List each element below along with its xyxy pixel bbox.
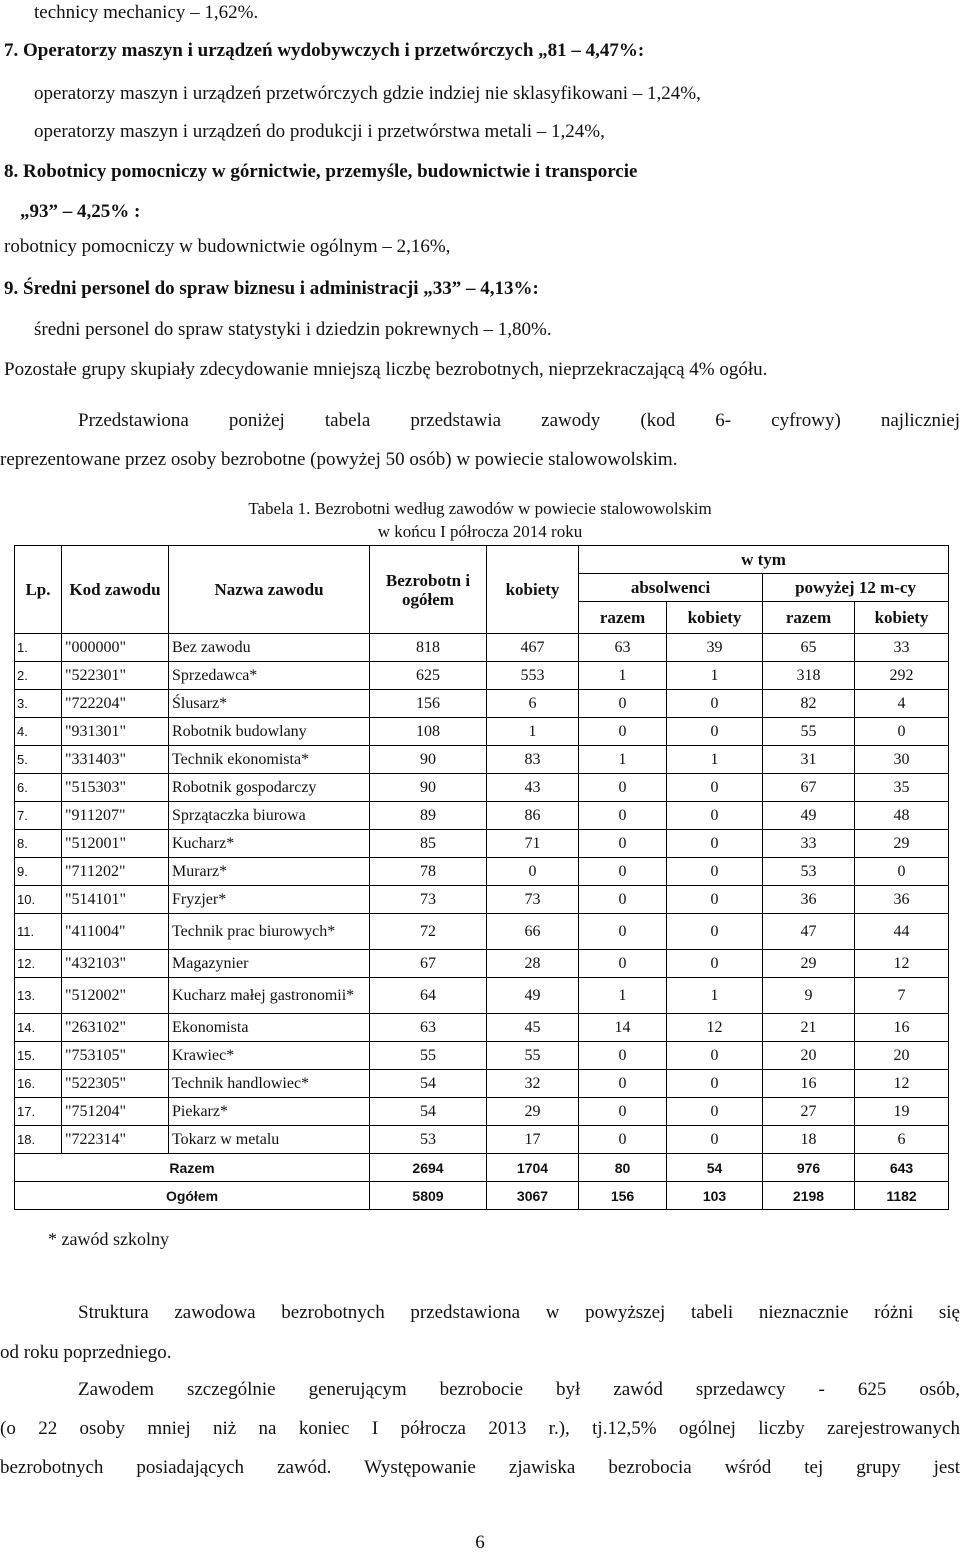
row-pow-kobiety: 12 <box>855 1070 949 1098</box>
row-pow-razem: 47 <box>763 914 855 950</box>
remaining-groups-note: Pozostałe grupy skupiały zdecydowanie mniejszą liczbę bezrobotnych, nieprzekraczającą 4% ogółu. <box>4 359 768 380</box>
table-row <box>15 1042 949 1070</box>
table-row <box>15 1014 949 1042</box>
row-ogolem: 73 <box>370 886 487 914</box>
row-pow-razem: 16 <box>763 1070 855 1098</box>
table-row <box>15 886 949 914</box>
row-pow-kobiety: 4 <box>855 690 949 718</box>
table-row <box>15 718 949 746</box>
row-kobiety: 49 <box>487 978 579 1014</box>
header-w-tym: w tym <box>579 546 949 574</box>
row-pow-kobiety: 0 <box>855 718 949 746</box>
row-pow-razem: 318 <box>763 662 855 690</box>
row-kod: "722204" <box>62 690 169 718</box>
row-nazwa: Fryzjer* <box>169 886 370 914</box>
row-kod: "000000" <box>62 634 169 662</box>
row-lp: 6. <box>15 774 62 802</box>
row-abs-razem: 0 <box>579 1070 667 1098</box>
row-nazwa: Sprzedawca* <box>169 662 370 690</box>
row-kobiety: 71 <box>487 830 579 858</box>
row-abs-kobiety: 0 <box>667 1098 763 1126</box>
row-nazwa: Robotnik gospodarczy <box>169 774 370 802</box>
row-pow-kobiety: 33 <box>855 634 949 662</box>
table-row <box>15 1098 949 1126</box>
row-kod: "522305" <box>62 1070 169 1098</box>
row-abs-razem: 0 <box>579 802 667 830</box>
total-ogolem: 2694 <box>370 1154 487 1182</box>
row-pow-kobiety: 12 <box>855 950 949 978</box>
row-lp: 15. <box>15 1042 62 1070</box>
row-kobiety: 45 <box>487 1014 579 1042</box>
row-nazwa: Bez zawodu <box>169 634 370 662</box>
row-kobiety: 29 <box>487 1098 579 1126</box>
intro-paragraph-line-2: reprezentowane przez osoby bezrobotne (powyżej 50 osób) w powiecie stalowowolskim. <box>0 449 678 470</box>
row-pow-kobiety: 35 <box>855 774 949 802</box>
row-abs-razem: 63 <box>579 634 667 662</box>
row-nazwa: Technik prac biurowych* <box>169 914 370 950</box>
table-row <box>15 662 949 690</box>
row-abs-kobiety: 0 <box>667 1126 763 1154</box>
row-lp: 3. <box>15 690 62 718</box>
header-absolwenci: absolwenci <box>579 574 763 602</box>
table-row <box>15 634 949 662</box>
row-ogolem: 55 <box>370 1042 487 1070</box>
row-ogolem: 72 <box>370 914 487 950</box>
sales-paragraph-line-3: bezrobotnych posiadających zawód. Występowanie zjawiska bezrobocia wśród tej grupy jest <box>0 1457 960 1478</box>
row-abs-razem: 0 <box>579 914 667 950</box>
list-line-7a: operatorzy maszyn i urządzeń przetwórczych gdzie indziej nie sklasyfikowani – 1,24%, <box>34 83 701 104</box>
row-pow-razem: 67 <box>763 774 855 802</box>
table-row <box>15 950 949 978</box>
row-nazwa: Krawiec* <box>169 1042 370 1070</box>
structure-paragraph-line-1: Struktura zawodowa bezrobotnych przedstawiona w powyższej tabeli nieznacznie różni się <box>78 1302 960 1323</box>
row-kod: "411004" <box>62 914 169 950</box>
row-pow-kobiety: 16 <box>855 1014 949 1042</box>
row-nazwa: Piekarz* <box>169 1098 370 1126</box>
row-pow-razem: 49 <box>763 802 855 830</box>
row-ogolem: 78 <box>370 858 487 886</box>
row-ogolem: 54 <box>370 1070 487 1098</box>
row-abs-kobiety: 1 <box>667 662 763 690</box>
row-ogolem: 818 <box>370 634 487 662</box>
row-pow-razem: 33 <box>763 830 855 858</box>
row-abs-kobiety: 0 <box>667 858 763 886</box>
row-pow-razem: 36 <box>763 886 855 914</box>
row-kod: "522301" <box>62 662 169 690</box>
row-kobiety: 43 <box>487 774 579 802</box>
row-abs-razem: 0 <box>579 718 667 746</box>
row-kod: "331403" <box>62 746 169 774</box>
row-pow-razem: 20 <box>763 1042 855 1070</box>
header-abs-kobiety: kobiety <box>667 602 763 634</box>
table-row <box>15 978 949 1014</box>
row-pow-kobiety: 20 <box>855 1042 949 1070</box>
row-kobiety: 83 <box>487 746 579 774</box>
row-nazwa: Robotnik budowlany <box>169 718 370 746</box>
table-row <box>15 914 949 950</box>
total-kobiety: 3067 <box>487 1182 579 1210</box>
row-kod: "722314" <box>62 1126 169 1154</box>
row-ogolem: 89 <box>370 802 487 830</box>
row-kobiety: 55 <box>487 1042 579 1070</box>
row-abs-razem: 0 <box>579 886 667 914</box>
row-ogolem: 54 <box>370 1098 487 1126</box>
row-pow-razem: 82 <box>763 690 855 718</box>
row-lp: 16. <box>15 1070 62 1098</box>
row-abs-kobiety: 0 <box>667 802 763 830</box>
row-kod: "753105" <box>62 1042 169 1070</box>
row-abs-kobiety: 0 <box>667 718 763 746</box>
table-total-row <box>15 1182 949 1210</box>
row-lp: 5. <box>15 746 62 774</box>
row-lp: 18. <box>15 1126 62 1154</box>
unemployment-by-occupation-table <box>14 545 949 1210</box>
row-kobiety: 0 <box>487 858 579 886</box>
row-abs-kobiety: 1 <box>667 746 763 774</box>
row-pow-razem: 21 <box>763 1014 855 1042</box>
row-pow-razem: 55 <box>763 718 855 746</box>
row-pow-razem: 31 <box>763 746 855 774</box>
row-abs-razem: 0 <box>579 690 667 718</box>
row-kod: "931301" <box>62 718 169 746</box>
row-lp: 10. <box>15 886 62 914</box>
row-ogolem: 53 <box>370 1126 487 1154</box>
total-pow-razem: 976 <box>763 1154 855 1182</box>
row-abs-razem: 0 <box>579 1126 667 1154</box>
list-line-technicy-mechanicy: technicy mechanicy – 1,62%. <box>34 2 259 23</box>
row-abs-razem: 0 <box>579 830 667 858</box>
row-pow-kobiety: 36 <box>855 886 949 914</box>
row-abs-kobiety: 0 <box>667 1042 763 1070</box>
row-pow-razem: 29 <box>763 950 855 978</box>
row-ogolem: 625 <box>370 662 487 690</box>
row-pow-kobiety: 6 <box>855 1126 949 1154</box>
row-abs-razem: 1 <box>579 662 667 690</box>
row-abs-razem: 1 <box>579 746 667 774</box>
total-abs-kobiety: 54 <box>667 1154 763 1182</box>
row-pow-razem: 27 <box>763 1098 855 1126</box>
row-abs-razem: 0 <box>579 1042 667 1070</box>
row-abs-kobiety: 0 <box>667 1070 763 1098</box>
row-kobiety: 467 <box>487 634 579 662</box>
row-pow-razem: 65 <box>763 634 855 662</box>
row-abs-kobiety: 0 <box>667 950 763 978</box>
table-row <box>15 1070 949 1098</box>
row-lp: 13. <box>15 978 62 1014</box>
sales-paragraph-line-2: (o 22 osoby mniej niż na koniec I półrocza 2013 r.), tj.12,5% ogólnej liczby zarejestrowanych <box>0 1418 960 1439</box>
row-pow-razem: 9 <box>763 978 855 1014</box>
row-pow-kobiety: 48 <box>855 802 949 830</box>
total-kobiety: 1704 <box>487 1154 579 1182</box>
row-nazwa: Kucharz* <box>169 830 370 858</box>
row-abs-kobiety: 0 <box>667 914 763 950</box>
header-abs-razem: razem <box>579 602 667 634</box>
list-heading-8-cont: „93” – 4,25% : <box>20 201 141 222</box>
total-pow-razem: 2198 <box>763 1182 855 1210</box>
row-lp: 4. <box>15 718 62 746</box>
row-nazwa: Kucharz małej gastronomii* <box>169 978 370 1014</box>
table-row <box>15 830 949 858</box>
row-lp: 7. <box>15 802 62 830</box>
row-lp: 11. <box>15 914 62 950</box>
row-nazwa: Technik ekonomista* <box>169 746 370 774</box>
row-kobiety: 17 <box>487 1126 579 1154</box>
row-ogolem: 156 <box>370 690 487 718</box>
list-heading-8: 8. Robotnicy pomocniczy w górnictwie, przemyśle, budownictwie i transporcie <box>4 161 638 182</box>
footnote: * zawód szkolny <box>48 1229 169 1249</box>
row-pow-kobiety: 29 <box>855 830 949 858</box>
header-lp: Lp. <box>15 546 62 634</box>
row-abs-kobiety: 0 <box>667 774 763 802</box>
row-abs-razem: 14 <box>579 1014 667 1042</box>
row-pow-razem: 18 <box>763 1126 855 1154</box>
list-line-7b: operatorzy maszyn i urządzeń do produkcji i przetwórstwa metali – 1,24%, <box>34 121 605 142</box>
table-row <box>15 1126 949 1154</box>
row-kobiety: 28 <box>487 950 579 978</box>
row-abs-kobiety: 0 <box>667 886 763 914</box>
row-abs-kobiety: 12 <box>667 1014 763 1042</box>
row-abs-razem: 1 <box>579 978 667 1014</box>
total-abs-razem: 156 <box>579 1182 667 1210</box>
table-caption-line-1: Tabela 1. Bezrobotni według zawodów w powiecie stalowowolskim <box>248 499 712 518</box>
row-ogolem: 64 <box>370 978 487 1014</box>
list-line-8a: robotnicy pomocniczy w budownictwie ogólnym – 2,16%, <box>4 236 451 257</box>
row-ogolem: 63 <box>370 1014 487 1042</box>
row-ogolem: 90 <box>370 746 487 774</box>
row-ogolem: 108 <box>370 718 487 746</box>
row-kod: "432103" <box>62 950 169 978</box>
row-kod: "514101" <box>62 886 169 914</box>
row-abs-razem: 0 <box>579 950 667 978</box>
total-label: Ogółem <box>15 1182 370 1210</box>
row-pow-kobiety: 292 <box>855 662 949 690</box>
row-kod: "512002" <box>62 978 169 1014</box>
row-kobiety: 73 <box>487 886 579 914</box>
row-nazwa: Technik handlowiec* <box>169 1070 370 1098</box>
row-kod: "911207" <box>62 802 169 830</box>
row-abs-kobiety: 1 <box>667 978 763 1014</box>
row-kobiety: 6 <box>487 690 579 718</box>
row-nazwa: Magazynier <box>169 950 370 978</box>
row-abs-razem: 0 <box>579 1098 667 1126</box>
header-nazwa-zawodu: Nazwa zawodu <box>169 546 370 634</box>
row-pow-kobiety: 44 <box>855 914 949 950</box>
row-nazwa: Ślusarz* <box>169 690 370 718</box>
row-lp: 12. <box>15 950 62 978</box>
row-kobiety: 66 <box>487 914 579 950</box>
total-abs-kobiety: 103 <box>667 1182 763 1210</box>
list-line-9a: średni personel do spraw statystyki i dziedzin pokrewnych – 1,80%. <box>34 319 552 340</box>
total-label: Razem <box>15 1154 370 1182</box>
row-lp: 1. <box>15 634 62 662</box>
total-ogolem: 5809 <box>370 1182 487 1210</box>
list-heading-7: 7. Operatorzy maszyn i urządzeń wydobywczych i przetwórczych „81 – 4,47%: <box>4 40 645 61</box>
header-powyzej-12: powyżej 12 m-cy <box>763 574 949 602</box>
list-heading-9: 9. Średni personel do spraw biznesu i administracji „33” – 4,13%: <box>4 278 539 299</box>
row-abs-kobiety: 0 <box>667 690 763 718</box>
row-nazwa: Ekonomista <box>169 1014 370 1042</box>
page-number: 6 <box>475 1532 485 1553</box>
table-caption-line-2: w końcu I półrocza 2014 roku <box>377 522 583 541</box>
row-nazwa: Sprzątaczka biurowa <box>169 802 370 830</box>
row-pow-kobiety: 7 <box>855 978 949 1014</box>
table-total-row <box>15 1154 949 1182</box>
row-lp: 8. <box>15 830 62 858</box>
row-ogolem: 85 <box>370 830 487 858</box>
header-kod-zawodu: Kod zawodu <box>62 546 169 634</box>
total-abs-razem: 80 <box>579 1154 667 1182</box>
row-lp: 17. <box>15 1098 62 1126</box>
row-lp: 14. <box>15 1014 62 1042</box>
total-pow-kobiety: 643 <box>855 1154 949 1182</box>
table-row <box>15 802 949 830</box>
row-kod: "711202" <box>62 858 169 886</box>
table-row <box>15 746 949 774</box>
row-kobiety: 32 <box>487 1070 579 1098</box>
row-pow-kobiety: 30 <box>855 746 949 774</box>
row-ogolem: 90 <box>370 774 487 802</box>
table-row <box>15 774 949 802</box>
row-abs-razem: 0 <box>579 858 667 886</box>
row-kobiety: 86 <box>487 802 579 830</box>
row-lp: 2. <box>15 662 62 690</box>
row-kobiety: 553 <box>487 662 579 690</box>
row-kod: "751204" <box>62 1098 169 1126</box>
table-row <box>15 690 949 718</box>
row-abs-kobiety: 0 <box>667 830 763 858</box>
row-nazwa: Murarz* <box>169 858 370 886</box>
header-pow-kobiety: kobiety <box>855 602 949 634</box>
table-row <box>15 858 949 886</box>
row-pow-razem: 53 <box>763 858 855 886</box>
header-pow-razem: razem <box>763 602 855 634</box>
row-abs-razem: 0 <box>579 774 667 802</box>
total-pow-kobiety: 1182 <box>855 1182 949 1210</box>
row-abs-kobiety: 39 <box>667 634 763 662</box>
row-pow-kobiety: 19 <box>855 1098 949 1126</box>
sales-paragraph-line-1: Zawodem szczególnie generującym bezrobocie był zawód sprzedawcy - 625 osób, <box>78 1379 960 1400</box>
row-nazwa: Tokarz w metalu <box>169 1126 370 1154</box>
row-lp: 9. <box>15 858 62 886</box>
row-ogolem: 67 <box>370 950 487 978</box>
header-bezrobotni-ogolem: Bezrobotn i ogółem <box>370 546 487 634</box>
row-kobiety: 1 <box>487 718 579 746</box>
row-kod: "515303" <box>62 774 169 802</box>
structure-paragraph-line-2: od roku poprzedniego. <box>0 1342 172 1363</box>
intro-paragraph-line-1: Przedstawiona poniżej tabela przedstawia zawody (kod 6- cyfrowy) najliczniej <box>78 410 960 431</box>
row-kod: "263102" <box>62 1014 169 1042</box>
row-pow-kobiety: 0 <box>855 858 949 886</box>
row-kod: "512001" <box>62 830 169 858</box>
header-kobiety: kobiety <box>487 546 579 634</box>
